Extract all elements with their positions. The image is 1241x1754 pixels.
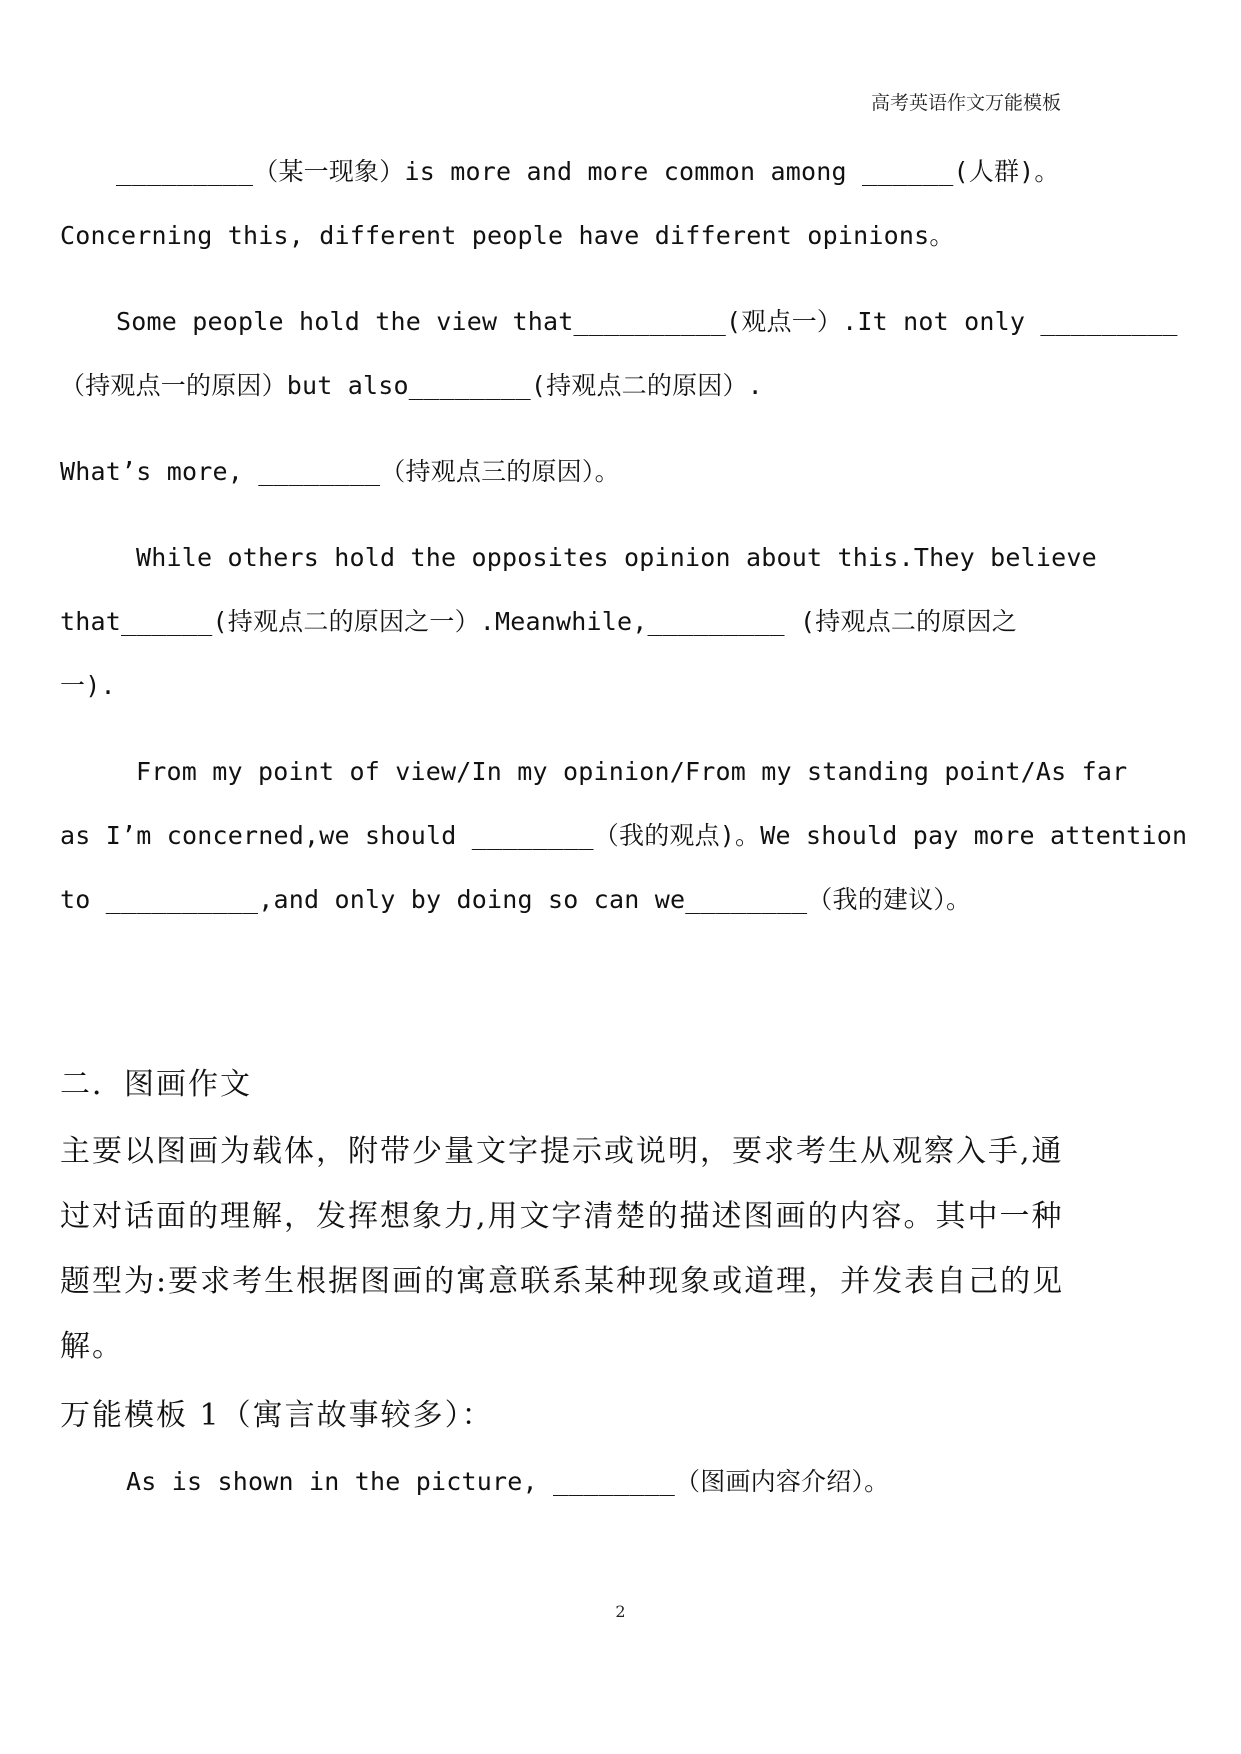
text-line: 一). <box>60 671 116 700</box>
text-line: （持观点一的原因）but also________(持观点二的原因）. <box>60 371 763 400</box>
text-line: 主要以图画为载体，附带少量文字提示或说明，要求考生从观察入手,通 <box>60 1134 1064 1169</box>
page-number: 2 <box>615 1602 626 1621</box>
text-line: While others hold the opposites opinion about this.They believe <box>136 543 1097 572</box>
text-line: Concerning this, different people have different opinions。 <box>60 221 955 250</box>
text-line: 过对话面的理解，发挥想象力,用文字清楚的描述图画的内容。其中一种 <box>60 1199 1064 1234</box>
text-line: 题型为:要求考生根据图画的寓意联系某种现象或道理，并发表自己的见 <box>60 1264 1065 1299</box>
text-line: that______(持观点二的原因之一）.Meanwhile,_________ (持观点二的原因之 <box>60 607 1017 636</box>
template-paragraph-5 <box>60 740 1188 932</box>
text-line: to __________,and only by doing so can we________（我的建议）。 <box>60 885 972 914</box>
template-line: As is shown in the picture, ________（图画内容介绍）。 <box>126 1467 890 1496</box>
template-paragraph-1 <box>60 140 1180 268</box>
section-heading: 二．图画作文 <box>60 1067 252 1102</box>
section-description <box>60 1119 1180 1379</box>
template-title: 万能模板 1（寓言故事较多）： <box>60 1398 494 1433</box>
text-line: What’s more, ________（持观点三的原因）。 <box>60 457 620 486</box>
page-header: 高考英语作文万能模板 <box>870 92 1061 114</box>
text-line: Some people hold the view that__________(观点一）.It not only _________ <box>116 307 1178 336</box>
text-line: From my point of view/In my opinion/From my standing point/As far <box>136 757 1128 786</box>
document-body <box>60 140 1188 1514</box>
template-paragraph-2 <box>60 290 1180 418</box>
template-paragraph-3 <box>60 440 1180 504</box>
text-line: _________（某一现象）is more and more common among ______(人群)。 <box>116 157 1060 186</box>
text-line: as I’m concerned,we should ________（我的观点)。We should pay more attention <box>60 821 1188 850</box>
text-line: 解。 <box>60 1329 124 1364</box>
template-paragraph-4 <box>60 526 1180 718</box>
